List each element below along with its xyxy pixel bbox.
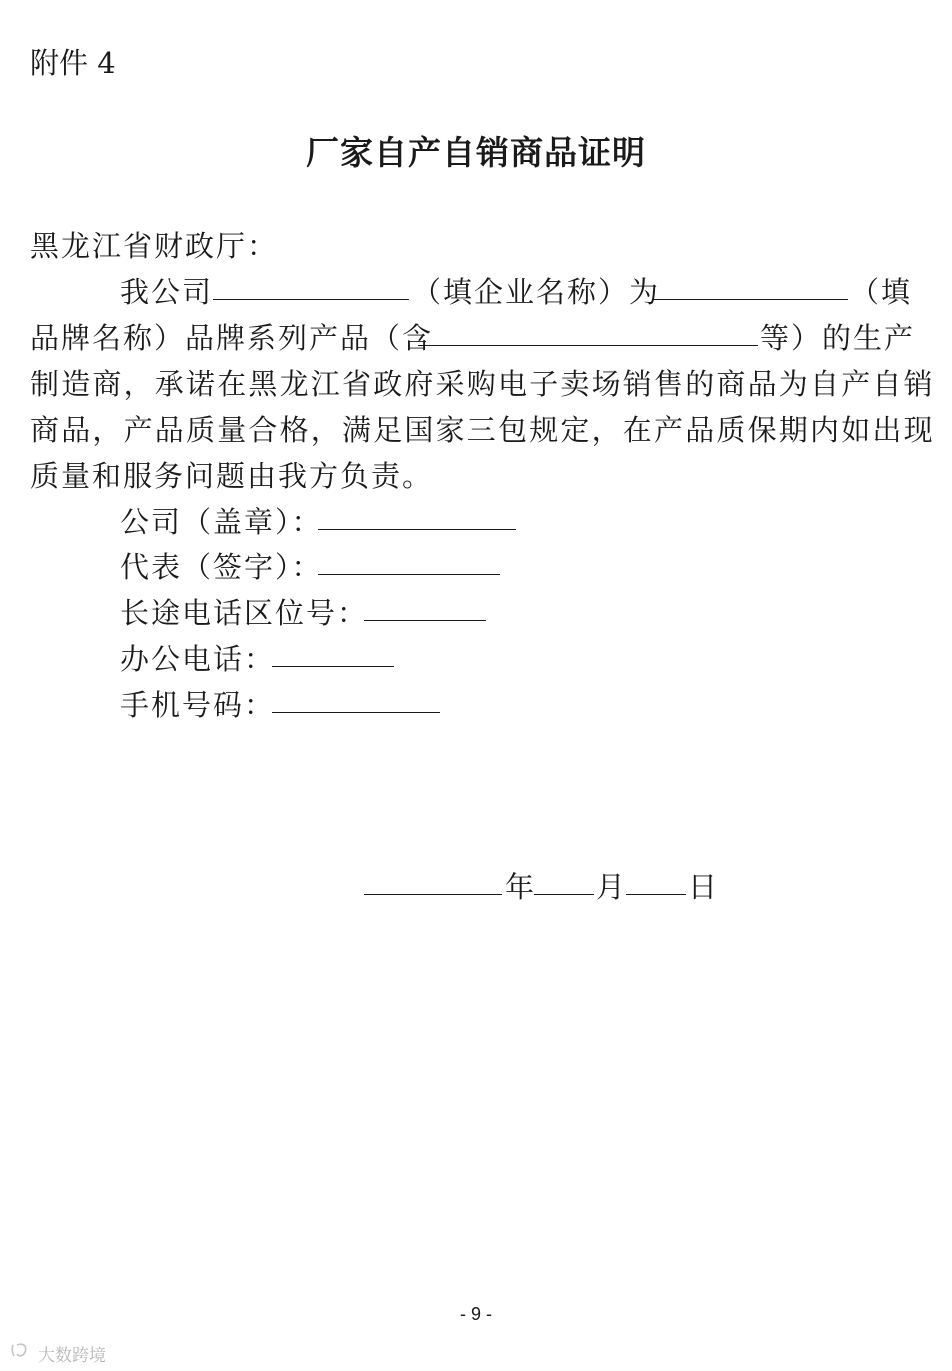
representative-sign-blank[interactable] bbox=[318, 574, 500, 575]
body-text-fill-company: （填企业名称）为 bbox=[412, 275, 661, 309]
year-label: 年 bbox=[505, 870, 535, 904]
office-phone-label: 办公电话： bbox=[120, 642, 276, 676]
body-text-fill-brand: （填 bbox=[850, 275, 913, 309]
month-blank[interactable] bbox=[534, 894, 594, 895]
body-text-brand-series: 品牌名称）品牌系列产品（含 bbox=[30, 321, 434, 355]
watermark-text: 大数跨境 bbox=[38, 1346, 106, 1366]
month-label: 月 bbox=[596, 870, 626, 904]
addressee: 黑龙江省财政厅： bbox=[30, 229, 279, 263]
body-line-3: 制造商，承诺在黑龙江省政府采购电子卖场销售的商品为自产自销 bbox=[30, 367, 935, 401]
page-number: - 9 - bbox=[459, 1304, 492, 1324]
mobile-label: 手机号码： bbox=[120, 688, 276, 722]
attachment-label: 附件 4 bbox=[30, 46, 116, 80]
representative-sign-label: 代表（签字）： bbox=[120, 550, 323, 584]
company-seal-blank[interactable] bbox=[318, 529, 516, 530]
body-line-4: 商品，产品质量合格，满足国家三包规定，在产品质保期内如出现 bbox=[30, 413, 935, 447]
day-blank[interactable] bbox=[626, 894, 686, 895]
watermark-logo-icon bbox=[10, 1342, 30, 1360]
company-seal-label: 公司（盖章）： bbox=[120, 505, 323, 539]
brand-name-blank[interactable] bbox=[652, 299, 848, 300]
office-phone-blank[interactable] bbox=[272, 666, 394, 667]
day-label: 日 bbox=[688, 870, 718, 904]
area-code-label: 长途电话区位号： bbox=[120, 596, 369, 630]
page-title: 厂家自产自销商品证明 bbox=[306, 133, 646, 172]
body-line-5: 质量和服务问题由我方负责。 bbox=[30, 459, 434, 493]
body-text-we-company: 我公司 bbox=[120, 275, 214, 309]
body-text-manufacturer: 等）的生产 bbox=[760, 321, 916, 355]
mobile-blank[interactable] bbox=[272, 712, 440, 713]
year-blank[interactable] bbox=[364, 894, 502, 895]
area-code-blank[interactable] bbox=[364, 620, 486, 621]
product-models-blank[interactable] bbox=[418, 345, 758, 346]
company-name-blank[interactable] bbox=[213, 299, 409, 300]
